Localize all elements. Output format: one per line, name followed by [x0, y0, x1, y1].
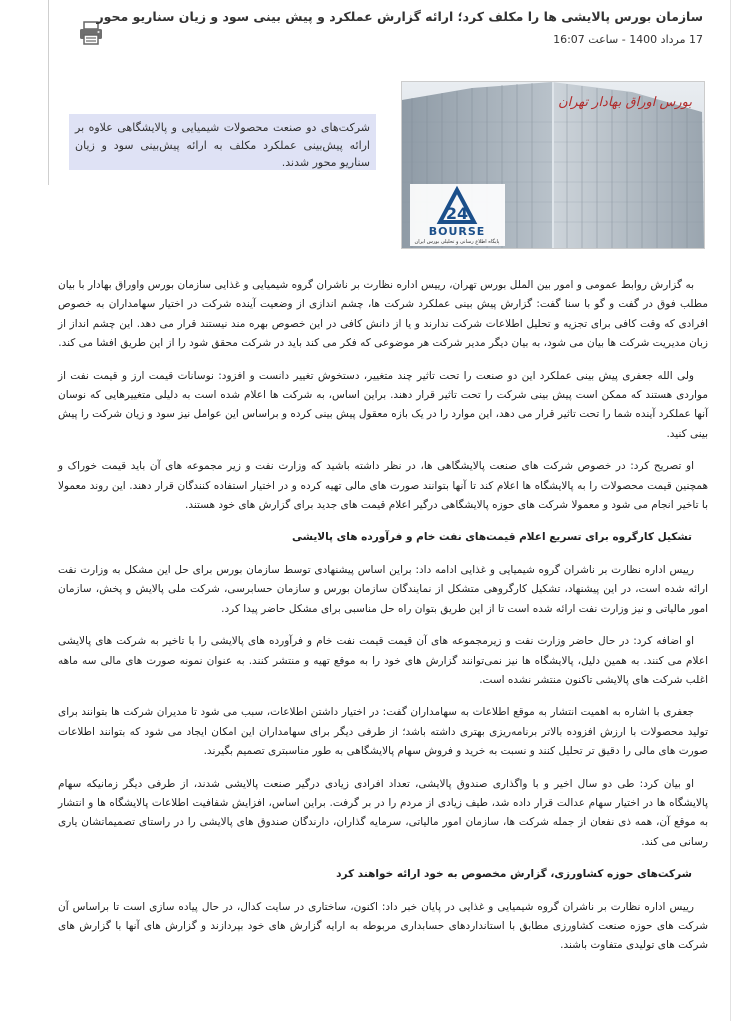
- article-body: [58, 276, 708, 969]
- banner-text: بورس اوراق بهادار تهران: [558, 95, 692, 110]
- logo-caption: پایگاه اطلاع رسانی و تحلیلی بورس ایران: [414, 239, 500, 245]
- right-divider: [730, 0, 731, 1021]
- body-paragraph: او بیان کرد: طی دو سال اخیر و با واگذاری صندوق پالایشی، تعداد افرادی زیادی درگیر صنعت پالایشی شدند، از طرفی دیگر زمانیکه سهام پالایشگاه ها در اختیار سهام عدالت قرار داده شد، طیف زیادی از مردم را در بر گرفت. براین اساس، افزایش شفافیت اطلاعات پالایشگاه ها و انتشار به موقع آن، همه ذی نفعان از جمله شرکت ها، سازمان امور مالیاتی، سرمایه گذاران، دارندگان صندوق های پالایشی را در راستای تصمیماتشان یاری رسانی می کند.: [58, 777, 708, 848]
- body-paragraph: رییس اداره نظارت بر ناشران گروه شیمیایی و غذایی در پایان خبر داد: اکنون، ساختاری در سایت کدال، در حال پیاده سازی است تا براساس آن شرکت های حوزه صنعت کشاورزی مطابق با استانداردهای حسابداری مربوطه به ارایه گزارش های خود بپردازند و گزارش های آنها با گزارش های شرکت های تولیدی متفاوت باشند.: [58, 900, 708, 952]
- article-image: [401, 81, 705, 249]
- body-paragraph: به گزارش روابط عمومی و امور بین الملل بورس تهران، رییس اداره نظارت بر ناشران گروه شیمیایی و غذایی سازمان بورس واوراق بهادار با بیان مطلب فوق در گفت و گو با سنا گفت: گزارش پیش بینی عملکرد شرکت ها، چشم اندازی از وضعیت آینده شرکت در اختیار سهامداران به خصوص افرادی که وقت کافی برای تجزیه و تحلیل اطلاعات شرکت ندارند و یا از دانش کافی در این خصوص بهره مند نیستند قرار می دهد. این چشم انداز از زبان مدیریت شرکت ها بیان می شود، به بیان دیگر مدیر شرکت هر موضوعی که فکر می کند باید در شرکت محقق شود را از این طریق افشا می کند.: [58, 279, 708, 350]
- section-heading: تشکیل کارگروه برای تسریع اعلام قیمت‌های نفت خام و فرآورده های پالایشی: [292, 531, 692, 544]
- logo-text: BOURSE: [428, 225, 486, 238]
- body-paragraph: او اضافه کرد: در حال حاضر وزارت نفت و زیرمجموعه های آن قیمت قیمت نفت خام و فرآورده های پالایشی را با تاخیر به شرکت های پالایشی اعلام می کنند. به همین دلیل، پالایشگاه ها نیز نمی‌توانند گزارش های خود را به موقع تهیه و منتشر کنند. به عنوان نمونه صورت های مالی سه ماهه اغلب شرکت های پالایشی تاکنون منتشر نشده است.: [58, 635, 708, 686]
- body-paragraph: رییس اداره نظارت بر ناشران گروه شیمیایی و غذایی ادامه داد: براین اساس پیشنهادی توسط سازمان بورس برای حل این مشکل به وزارت نفت ارائه شده است، در این پیشنهاد، تشکیل کارگروهی متشکل از نمایندگان سازمان بورس و سازمان حسابرسی، شرکت ملی پالایش و پخش، سازمان امور مالیاتی و نیز وزارت نفت ارائه شده است تا از این طریق بتوان راه حل مناسبی برای مشکل حاضر پیدا کرد.: [58, 563, 708, 615]
- body-paragraph: او تصریح کرد: در خصوص شرکت های صنعت پالایشگاهی ها، در نظر داشته باشید که وزارت نفت و زیر مجموعه های آن باید قیمت خوراک و همچنین قیمت محصولات را به پالایشگاه ها اعلام کند تا آنها بتوانند صورت های مالی تهیه کرده و در اختیار استفاده کنندگان قرار دهند. این روند معمولا با تاخیر انجام می شود و معمولا شرکت های حوزه پالایشگاهی درگیر اعلام قیمت های جدید برای گزارش های خود هستند.: [58, 460, 708, 512]
- article-title: سازمان بورس پالایشی ها را مکلف کرد؛ ارائه گزارش عملکرد و پیش بینی سود و زیان سناریو محور: [96, 9, 703, 24]
- left-divider: [48, 0, 49, 185]
- svg-text:24: 24: [445, 204, 469, 223]
- body-paragraph: ولی الله جعفری پیش بینی عملکرد این دو صنعت را تحت تاثیر چند متغییر، دستخوش تغییر دانست و افزود: نوسانات قیمت ارز و قیمت نفت از مواردی هستند که ممکن است پیش بینی شرکت را تحت تاثیر قرار دهند. براین اساس، به شرکت ها اعلام شده است به دلیلی متغییرهایی که نوسان آنها عملکرد آینده شما را تحت تاثیر قرار می دهد، این موارد را در یک بازه معقول پیش بینی کرده و براساس این عوامل نیز سود و زیان شرکت را پیش بینی کنید.: [58, 369, 708, 440]
- article-summary: شرکت‌های دو صنعت محصولات شیمیایی و پالایشگاهی علاوه بر ارائه پیش‌بینی عملکرد مکلف به ارائه پیش‌بینی سود و زیان سناریو محور شدند.: [69, 114, 376, 170]
- section-heading: شرکت‌های حوزه کشاورزی، گزارش مخصوص به خود ارائه خواهند کرد: [336, 868, 692, 881]
- article-date: 17 مرداد 1400 - ساعت 16:07: [553, 33, 703, 46]
- body-paragraph: جعفری با اشاره به اهمیت انتشار به موقع اطلاعات به سهامداران گفت: در اختیار داشتن اطلاعات، سبب می شود تا مدیران شرکت ها بتوانند برای تولید محصولات با ارزش افزوده بالاتر برنامه‌ریزی بهتری داشته باشد؛ از طرفی دیگر برای سهامداران این امکان ایجاد می شود که بتوانند اطلاعات صورت های مالی را دقیق تر تحلیل کنند و نسبت به خرید و فروش سهام پالایشگاهی به طور مناسبتری تصمیم بگیرند.: [58, 706, 708, 758]
